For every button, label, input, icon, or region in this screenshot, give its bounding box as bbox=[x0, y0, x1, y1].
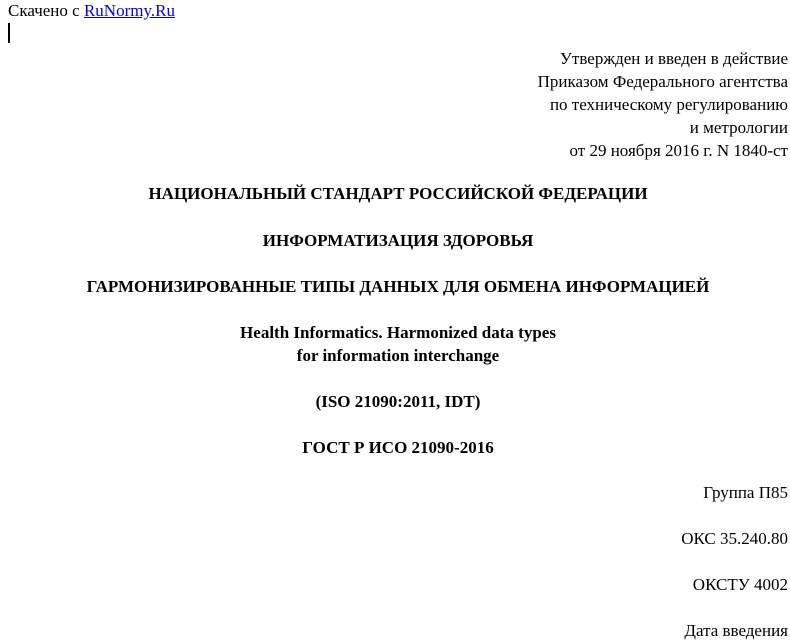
english-title-line: for information interchange bbox=[296, 346, 500, 365]
approval-line: Утвержден и введен в действие bbox=[559, 49, 788, 68]
intro-date-label: Дата введения bbox=[684, 621, 788, 640]
approval-block bbox=[538, 47, 788, 162]
okstu-code: ОКСТУ 4002 bbox=[692, 575, 788, 594]
english-title bbox=[0, 321, 790, 367]
russian-title: ГАРМОНИЗИРОВАННЫЕ ТИПЫ ДАННЫХ ДЛЯ ОБМЕНА ИНФОРМАЦИЕЙ bbox=[86, 277, 710, 296]
approval-line: и метрологии bbox=[689, 118, 788, 137]
approval-line: по техническому регулированию bbox=[549, 95, 788, 114]
approval-line: Приказом Федерального агентства bbox=[537, 72, 788, 91]
gost-number: ГОСТ Р ИСО 21090-2016 bbox=[302, 438, 494, 457]
source-line bbox=[8, 1, 175, 21]
runormy-link[interactable]: RuNormy.Ru bbox=[83, 1, 175, 20]
text-cursor bbox=[8, 23, 10, 43]
source-prefix: Скачено с bbox=[8, 1, 84, 20]
standard-type-heading: НАЦИОНАЛЬНЫЙ СТАНДАРТ РОССИЙСКОЙ ФЕДЕРАЦИИ bbox=[148, 184, 648, 203]
english-title-line: Health Informatics. Harmonized data types bbox=[240, 323, 556, 342]
oks-code: ОКС 35.240.80 bbox=[681, 529, 788, 548]
iso-reference: (ISO 21090:2011, IDT) bbox=[315, 392, 481, 411]
subject-heading: ИНФОРМАТИЗАЦИЯ ЗДОРОВЬЯ bbox=[262, 231, 534, 250]
approval-line: от 29 ноября 2016 г. N 1840-ст bbox=[569, 141, 788, 160]
group-code: Группа П85 bbox=[703, 483, 788, 502]
